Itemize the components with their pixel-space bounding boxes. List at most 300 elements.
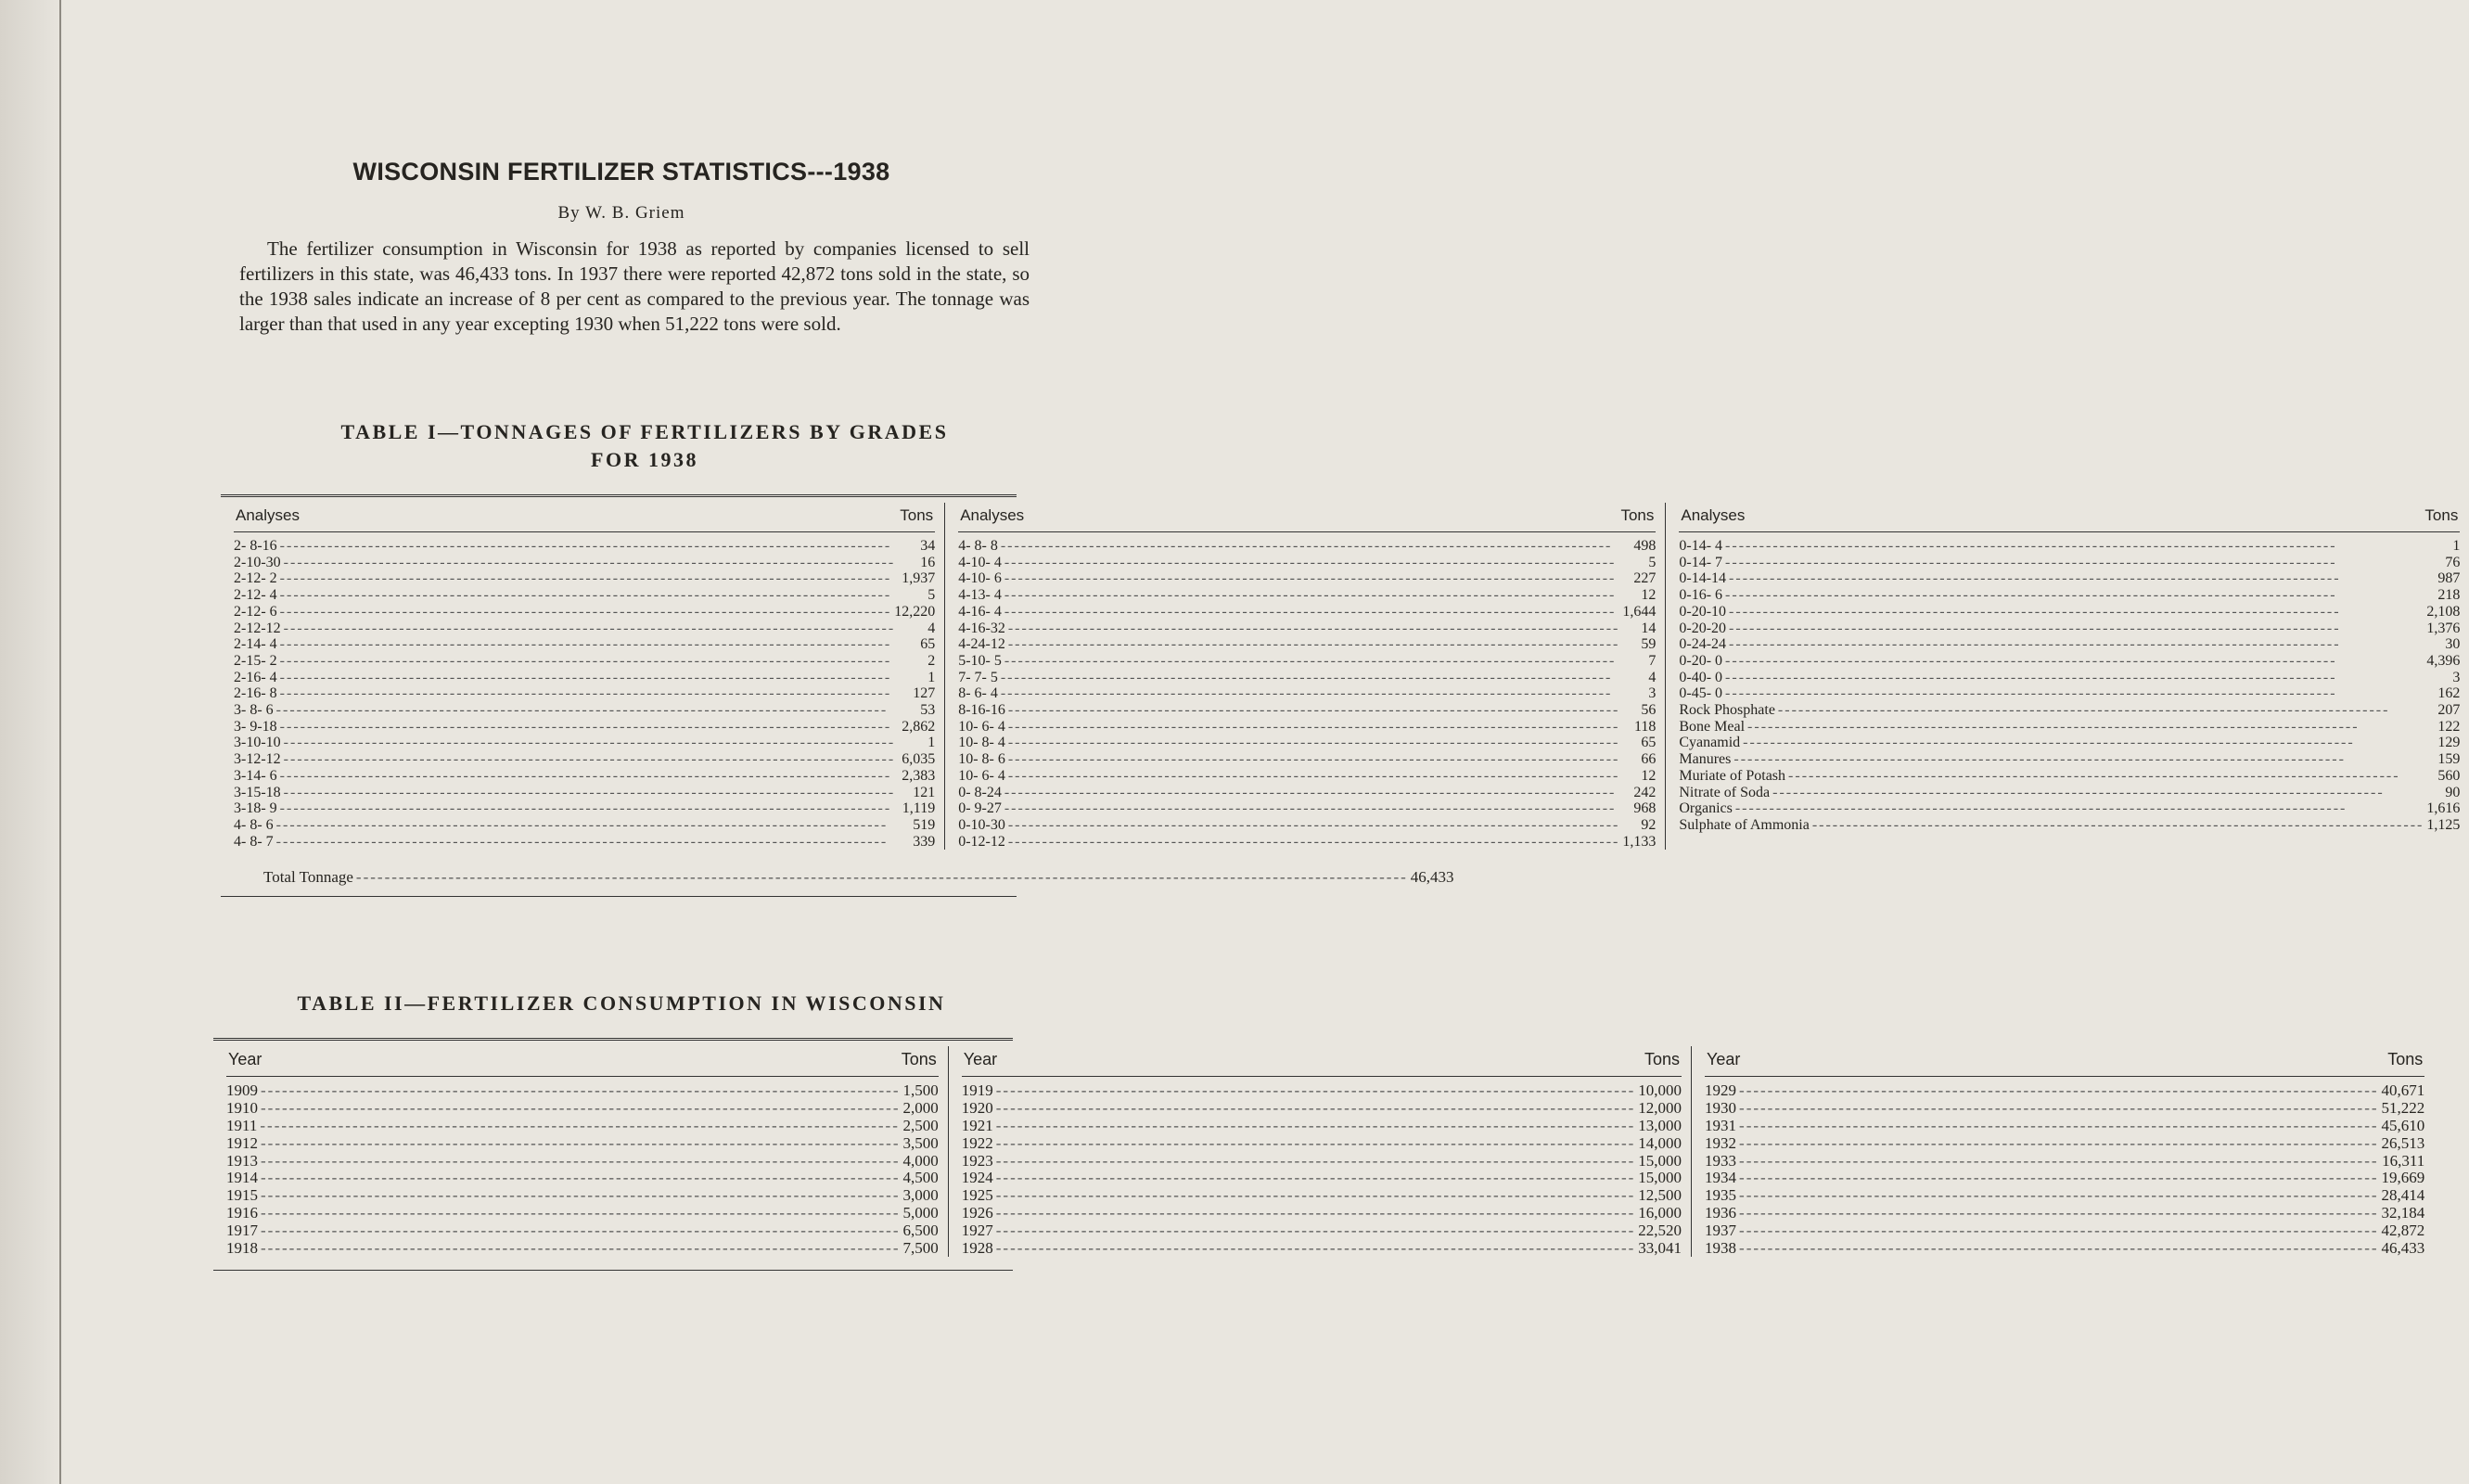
row-label: Sulphate of Ammonia <box>1679 816 1810 833</box>
row-value: 987 <box>2437 570 2461 587</box>
row-label: 2-10-30 <box>234 554 281 570</box>
leader-dots <box>1739 1153 2379 1171</box>
table-row <box>958 570 1656 587</box>
row-value: 15,000 <box>1638 1151 1682 1170</box>
row-value: 519 <box>913 816 936 833</box>
table-row <box>1679 785 2460 801</box>
table-row <box>226 1170 939 1187</box>
leader-dots <box>280 587 926 604</box>
table-row <box>962 1222 1682 1240</box>
leader-dots <box>1739 1205 2379 1222</box>
table2-column <box>1691 1046 2434 1257</box>
leader-dots <box>1725 555 2442 571</box>
row-value: 1,125 <box>2426 816 2461 833</box>
table-row <box>1679 555 2460 571</box>
row-label: 0-14-14 <box>1679 570 1727 587</box>
leader-dots <box>996 1170 1636 1187</box>
row-label: 3-18- 9 <box>234 800 277 817</box>
table-row <box>1705 1135 2424 1153</box>
leader-dots <box>996 1153 1636 1171</box>
leader-dots <box>284 751 900 768</box>
row-value: 14,000 <box>1638 1133 1682 1152</box>
row-label: 1914 <box>226 1169 258 1187</box>
table-row <box>234 751 935 768</box>
row-value: 56 <box>1641 702 1657 719</box>
table-row <box>234 685 935 702</box>
row-value: 40,671 <box>2381 1081 2425 1100</box>
row-value: 1,500 <box>902 1081 939 1100</box>
row-label: 0-20-10 <box>1679 603 1727 620</box>
leader-dots <box>1725 685 2435 702</box>
row-label: Cyanamid <box>1679 735 1741 751</box>
byline: By W. B. Griem <box>557 203 685 223</box>
row-value: 2,862 <box>902 718 936 735</box>
row-label: 1921 <box>961 1116 993 1134</box>
column-header-value: Tons <box>1644 1050 1681 1069</box>
row-value: 2 <box>927 652 936 669</box>
leader-dots <box>1747 719 2435 736</box>
table-row <box>1705 1240 2424 1258</box>
row-value: 3 <box>1648 685 1657 702</box>
table-row <box>958 685 1656 702</box>
table-row <box>234 817 935 834</box>
row-value: 2,383 <box>902 767 936 784</box>
row-label: 0-20- 0 <box>1679 652 1723 669</box>
row-label: 3-14- 6 <box>234 767 277 784</box>
leader-dots <box>1001 685 1646 702</box>
row-label: 0-14- 4 <box>1679 538 1723 554</box>
row-label: 4-16- 4 <box>958 603 1002 620</box>
page-gutter <box>0 0 65 1484</box>
row-label: 10- 6- 4 <box>958 718 1005 735</box>
leader-dots <box>1008 636 1639 653</box>
row-value: 2,108 <box>2426 603 2461 620</box>
table-row <box>234 834 935 851</box>
row-value: 4,500 <box>902 1169 939 1187</box>
column-header-value: Tons <box>900 506 934 524</box>
row-label: Manures <box>1679 751 1732 768</box>
row-value: 28,414 <box>2381 1186 2425 1205</box>
table-row <box>962 1118 1682 1135</box>
row-value: 2,000 <box>902 1099 939 1118</box>
leader-dots <box>1739 1170 2379 1187</box>
row-value: 118 <box>1633 718 1657 735</box>
row-value: 122 <box>2437 718 2461 735</box>
column-header <box>958 503 1656 532</box>
row-label: Muriate of Potash <box>1679 767 1786 784</box>
row-label: 1934 <box>1705 1169 1737 1187</box>
table2-column <box>948 1046 1691 1257</box>
table-row <box>1705 1153 2424 1171</box>
table1-title-line1: TABLE I—TONNAGES OF FERTILIZERS BY GRADES <box>340 420 949 443</box>
row-label: 1916 <box>226 1203 258 1222</box>
table1-columns <box>221 503 2461 850</box>
row-label: 4-24-12 <box>958 636 1005 653</box>
column-header-value: Tons <box>2387 1050 2424 1069</box>
column-header-label: Analyses <box>960 506 1025 524</box>
table-row <box>958 604 1656 620</box>
row-label: 1936 <box>1705 1203 1737 1222</box>
leader-dots <box>1739 1240 2379 1258</box>
row-value: 12,220 <box>894 603 936 620</box>
leader-dots <box>1004 570 1631 587</box>
leader-dots <box>1733 751 2435 768</box>
row-label: 1937 <box>1705 1221 1737 1239</box>
row-value: 5 <box>927 587 936 604</box>
row-label: 2- 8-16 <box>234 538 277 554</box>
leader-dots <box>261 1170 901 1187</box>
table-row <box>1679 702 2460 719</box>
leader-dots <box>261 1100 901 1118</box>
row-value: 127 <box>913 685 936 702</box>
leader-dots <box>284 735 926 751</box>
leader-dots <box>261 1222 901 1240</box>
row-label: 4- 8- 6 <box>234 816 274 833</box>
row-label: 10- 6- 4 <box>958 767 1005 784</box>
row-value: 3,000 <box>902 1186 939 1205</box>
table1-bottom-rule <box>221 896 1017 897</box>
row-label: 1911 <box>226 1116 258 1134</box>
table-row <box>958 670 1656 686</box>
leader-dots <box>996 1187 1636 1205</box>
row-label: 0-16- 6 <box>1679 587 1723 604</box>
table-row <box>962 1205 1682 1222</box>
row-label: 2-14- 4 <box>234 636 277 653</box>
table-row <box>234 800 935 817</box>
table-row <box>958 751 1656 768</box>
table-row <box>234 735 935 751</box>
row-value: 10,000 <box>1638 1081 1682 1100</box>
leader-dots <box>1743 735 2435 751</box>
row-value: 90 <box>2445 784 2461 800</box>
row-value: 66 <box>1641 751 1657 768</box>
row-value: 42,872 <box>2381 1221 2425 1239</box>
column-header <box>226 1046 939 1077</box>
row-label: 0-20-20 <box>1679 620 1727 636</box>
table-row <box>962 1170 1682 1187</box>
row-label: 8- 6- 4 <box>958 685 998 702</box>
table1-column <box>1665 503 2469 850</box>
table1-title <box>213 418 1030 474</box>
leader-dots <box>996 1205 1636 1222</box>
row-value: 46,433 <box>2381 1238 2425 1257</box>
row-value: 242 <box>1633 784 1657 800</box>
row-value: 4,000 <box>902 1151 939 1170</box>
column-header-label: Year <box>1707 1050 1741 1069</box>
row-value: 65 <box>1641 735 1657 751</box>
row-value: 162 <box>2437 685 2461 702</box>
leader-dots <box>280 538 918 555</box>
table-row <box>958 834 1656 851</box>
leader-dots <box>1008 702 1639 719</box>
leader-dots <box>261 1240 901 1258</box>
leader-dots <box>1739 1118 2379 1135</box>
row-value: 76 <box>2445 554 2461 570</box>
leader-dots <box>1729 570 2435 587</box>
table-row <box>1679 685 2460 702</box>
row-label: 0-45- 0 <box>1679 685 1723 702</box>
row-value: 1 <box>927 669 936 685</box>
table-row <box>234 587 935 604</box>
table-row <box>1679 719 2460 736</box>
leader-dots <box>1008 620 1639 637</box>
row-label: 1938 <box>1705 1238 1737 1257</box>
row-label: 1933 <box>1705 1151 1737 1170</box>
row-label: 0-40- 0 <box>1679 669 1723 685</box>
row-value: 4,396 <box>2426 652 2461 669</box>
leader-dots <box>996 1082 1636 1100</box>
leader-dots <box>1008 817 1639 834</box>
row-value: 16 <box>920 554 936 570</box>
table-row <box>1705 1118 2424 1135</box>
row-label: 0-14- 7 <box>1679 554 1723 570</box>
row-value: 1,119 <box>902 800 936 817</box>
row-value: 3,500 <box>902 1133 939 1152</box>
row-value: 53 <box>920 702 936 719</box>
row-value: 4 <box>1648 669 1657 685</box>
row-value: 968 <box>1633 800 1657 817</box>
row-value: 33,041 <box>1638 1238 1682 1257</box>
table-row <box>958 555 1656 571</box>
row-value: 15,000 <box>1638 1169 1682 1187</box>
table2 <box>213 1038 2425 1271</box>
row-label: 0- 9-27 <box>958 800 1002 817</box>
table-row <box>962 1082 1682 1100</box>
row-label: 1915 <box>226 1186 258 1205</box>
table-row <box>234 719 935 736</box>
leader-dots <box>284 785 911 801</box>
row-label: 3- 9-18 <box>234 718 277 735</box>
column-header <box>1679 503 2460 532</box>
row-label: 0-24-24 <box>1679 636 1727 653</box>
leader-dots <box>1004 555 1646 571</box>
table-row <box>962 1240 1682 1258</box>
row-label: 1928 <box>961 1238 993 1257</box>
row-value: 19,669 <box>2381 1169 2425 1187</box>
leader-dots <box>1008 834 1620 851</box>
row-label: 0-12-12 <box>958 833 1005 850</box>
column-header-value: Tons <box>2424 506 2459 524</box>
row-value: 207 <box>2437 702 2461 719</box>
row-label: 2-15- 2 <box>234 652 277 669</box>
table-row <box>226 1135 939 1153</box>
row-value: 3 <box>2452 669 2461 685</box>
leader-dots <box>284 555 918 571</box>
table-row <box>234 670 935 686</box>
leader-dots <box>261 1135 901 1153</box>
table-row <box>226 1187 939 1205</box>
table-row <box>234 785 935 801</box>
row-label: 1909 <box>226 1081 258 1100</box>
column-header-label: Year <box>228 1050 262 1069</box>
column-header <box>962 1046 1682 1077</box>
row-value: 5 <box>1648 554 1657 570</box>
table1-total-row <box>221 850 1454 896</box>
row-value: 227 <box>1633 570 1657 587</box>
column-header <box>234 503 935 532</box>
leader-dots <box>1001 538 1631 555</box>
row-label: Organics <box>1679 800 1733 817</box>
row-label: 4-10- 4 <box>958 554 1002 570</box>
leader-dots <box>996 1240 1636 1258</box>
table1-column <box>944 503 1665 850</box>
row-value: 32,184 <box>2381 1203 2425 1222</box>
row-value: 339 <box>913 833 936 850</box>
row-value: 59 <box>1641 636 1657 653</box>
row-label: 1935 <box>1705 1186 1737 1205</box>
total-value: 46,433 <box>1410 868 1454 887</box>
table-row <box>958 817 1656 834</box>
table-row <box>1679 636 2460 653</box>
row-label: 1925 <box>961 1186 993 1205</box>
row-label: 1918 <box>226 1238 258 1257</box>
leader-dots <box>1004 785 1631 801</box>
table-row <box>234 555 935 571</box>
table1-column <box>221 503 944 850</box>
table-row <box>1679 768 2460 785</box>
table-row <box>958 587 1656 604</box>
row-label: 4- 8- 8 <box>958 538 998 554</box>
leader-dots <box>260 1118 900 1135</box>
row-value: 13,000 <box>1638 1116 1682 1134</box>
table-row <box>1679 620 2460 637</box>
table-row <box>234 768 935 785</box>
leader-dots <box>1729 636 2442 653</box>
row-label: 4-13- 4 <box>958 587 1002 604</box>
row-value: 6,035 <box>902 751 936 768</box>
row-label: 3- 8- 6 <box>234 702 274 719</box>
leader-dots <box>996 1222 1636 1240</box>
column-header-value: Tons <box>1620 506 1655 524</box>
leader-dots <box>1729 620 2424 637</box>
row-value: 159 <box>2437 751 2461 768</box>
row-label: 2-12- 2 <box>234 570 277 587</box>
row-label: 2-12- 6 <box>234 603 277 620</box>
column-header-value: Tons <box>901 1050 937 1069</box>
row-value: 1,133 <box>1622 833 1657 850</box>
leader-dots <box>280 685 911 702</box>
table-row <box>226 1118 939 1135</box>
table-row <box>1679 670 2460 686</box>
table-row <box>962 1187 1682 1205</box>
leader-dots <box>261 1205 901 1222</box>
row-value: 12,000 <box>1638 1099 1682 1118</box>
row-label: 0-10-30 <box>958 816 1005 833</box>
row-label: 3-10-10 <box>234 735 281 751</box>
row-label: 1922 <box>961 1133 993 1152</box>
column-header-label: Analyses <box>1681 506 1746 524</box>
table-row <box>234 702 935 719</box>
row-value: 6,500 <box>902 1221 939 1239</box>
table-row <box>1705 1082 2424 1100</box>
leader-dots <box>1004 604 1620 620</box>
row-value: 12,500 <box>1638 1186 1682 1205</box>
row-label: Nitrate of Soda <box>1679 784 1771 800</box>
total-label: Total Tonnage <box>263 868 353 887</box>
leader-dots <box>1739 1135 2379 1153</box>
table-row <box>1705 1170 2424 1187</box>
leader-dots <box>1778 702 2435 719</box>
table-row <box>234 538 935 555</box>
row-label: 0- 8-24 <box>958 784 1002 800</box>
row-label: 2-12- 4 <box>234 587 277 604</box>
leader-dots <box>1008 719 1631 736</box>
leader-dots <box>1725 538 2450 555</box>
leader-dots <box>1739 1222 2379 1240</box>
table-row <box>1679 751 2460 768</box>
table-row <box>958 800 1656 817</box>
leader-dots <box>284 620 926 637</box>
row-label: 2-12-12 <box>234 620 281 636</box>
row-label: 3-15-18 <box>234 784 281 800</box>
table-row <box>958 735 1656 751</box>
row-label: 1912 <box>226 1133 258 1152</box>
table-row <box>958 719 1656 736</box>
row-value: 51,222 <box>2381 1099 2425 1118</box>
leader-dots <box>280 719 900 736</box>
row-value: 26,513 <box>2381 1133 2425 1152</box>
column-header <box>1705 1046 2424 1077</box>
leader-dots <box>996 1100 1636 1118</box>
row-value: 14 <box>1641 620 1657 636</box>
leader-dots <box>1004 653 1646 670</box>
leader-dots <box>1739 1100 2379 1118</box>
row-value: 498 <box>1633 538 1657 554</box>
row-value: 16,000 <box>1638 1203 1682 1222</box>
leader-dots <box>276 702 918 719</box>
row-value: 121 <box>913 784 936 800</box>
leader-dots <box>276 834 911 851</box>
row-label: 1913 <box>226 1151 258 1170</box>
leader-dots <box>1725 653 2424 670</box>
table-row <box>226 1240 939 1258</box>
row-label: 1920 <box>961 1099 993 1118</box>
leader-dots <box>280 636 918 653</box>
table-row <box>226 1222 939 1240</box>
table-row <box>1679 604 2460 620</box>
column-header-label: Year <box>963 1050 998 1069</box>
leader-dots <box>276 817 911 834</box>
row-value: 7,500 <box>902 1238 939 1257</box>
row-value: 560 <box>2437 767 2461 784</box>
leader-dots <box>261 1082 901 1100</box>
row-label: 3-12-12 <box>234 751 281 768</box>
row-label: 7- 7- 5 <box>958 669 998 685</box>
document-page <box>213 158 2461 1271</box>
leader-dots <box>280 670 926 686</box>
row-value: 218 <box>2437 587 2461 604</box>
table-row <box>958 702 1656 719</box>
row-label: 2-16- 8 <box>234 685 277 702</box>
leader-dots <box>1788 768 2435 785</box>
page-edge-line <box>59 0 61 1484</box>
leader-dots <box>280 800 900 817</box>
row-value: 45,610 <box>2381 1116 2425 1134</box>
table-row <box>234 653 935 670</box>
table-row <box>1705 1205 2424 1222</box>
table-row <box>234 620 935 637</box>
table-row <box>1705 1222 2424 1240</box>
row-label: 8-16-16 <box>958 702 1005 719</box>
table-row <box>962 1135 1682 1153</box>
leader-dots <box>261 1153 901 1171</box>
table-row <box>958 620 1656 637</box>
leader-dots <box>356 868 1408 887</box>
row-value: 4 <box>927 620 936 636</box>
table-row <box>1679 570 2460 587</box>
row-value: 1 <box>2452 538 2461 554</box>
leader-dots <box>280 653 926 670</box>
